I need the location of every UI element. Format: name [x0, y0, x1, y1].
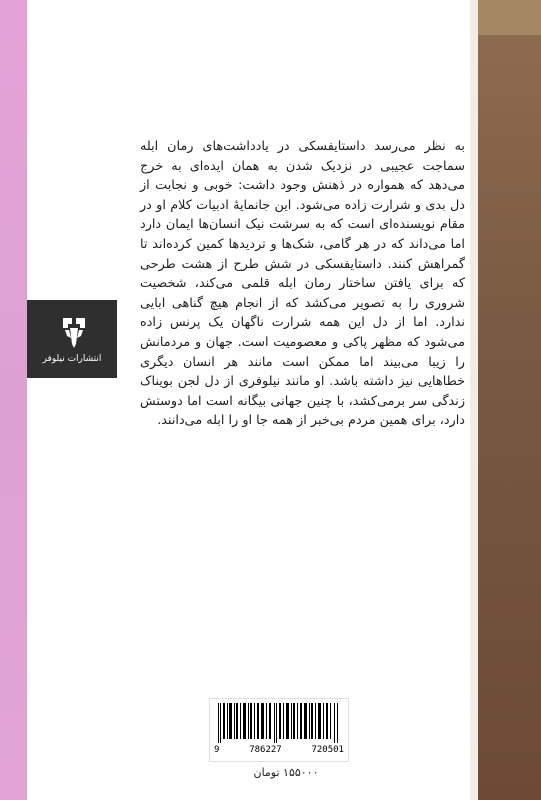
publisher-logo: [27, 300, 117, 378]
barcode-digits: [214, 745, 344, 757]
isbn-barcode: [209, 698, 349, 762]
barcode-digit-group-2: 720501: [311, 745, 344, 755]
lotus-logo-icon: [60, 314, 88, 350]
barcode-digit-group-1: 786227: [249, 745, 282, 755]
right-top-band: [478, 0, 541, 35]
barcode-bars: [216, 703, 342, 743]
book-description: به نظر می‌رسد داستایفسکی در یادداشت‌های رمان ابله سماجت عجیبی در نزدیک شدن به همان ایده‌ای به خرج می‌دهد که همواره در ذهنش وجود داشت: خوبی و نجابت از دل بدی و شرارت زاده می‌شود. این جانمایهٔ ادبیات کلام او در مقام نویسنده‌ای است که به سرشت نیک انسان‌ها ایمان دارد اما می‌داند که در هر گامی، شک‌ها و تردیدها کمین کرده‌اند تا گمراهش کنند. داستایفسکی در شش طرح از هشت طرحی که برای یافتن ساختار رمان ابله قلمی می‌کند، شخصیت شروری را به تصویر می‌کشد که از انجام هیچ گناهی ابایی ندارد. اما از دل این همه شرارت ناگهان یک پرنس زاده می‌شود که مظهر پاکی و معصومیت است. جهان و مردمانش را زیبا می‌بیند اما ممکن است مانند هر انسان دیگری خطاهایی نیز داشته باشد. او مانند نیلوفری از دل لجن بویناک زندگی سر برمی‌کشد، با چنین جهانی بیگانه است اما دوستش دارد، برای همین مردم بی‌خبر از همه جا او را ابله می‌دانند.: [140, 139, 465, 429]
left-color-strip: [0, 0, 27, 800]
right-divider-stripe: [470, 0, 478, 800]
right-color-panel: [478, 0, 541, 800]
price-label: ۱۵۵۰۰۰ تومان: [253, 766, 319, 779]
publisher-name: انتشارات نیلوفر: [42, 354, 102, 364]
barcode-digit-prefix: 9: [214, 745, 220, 755]
